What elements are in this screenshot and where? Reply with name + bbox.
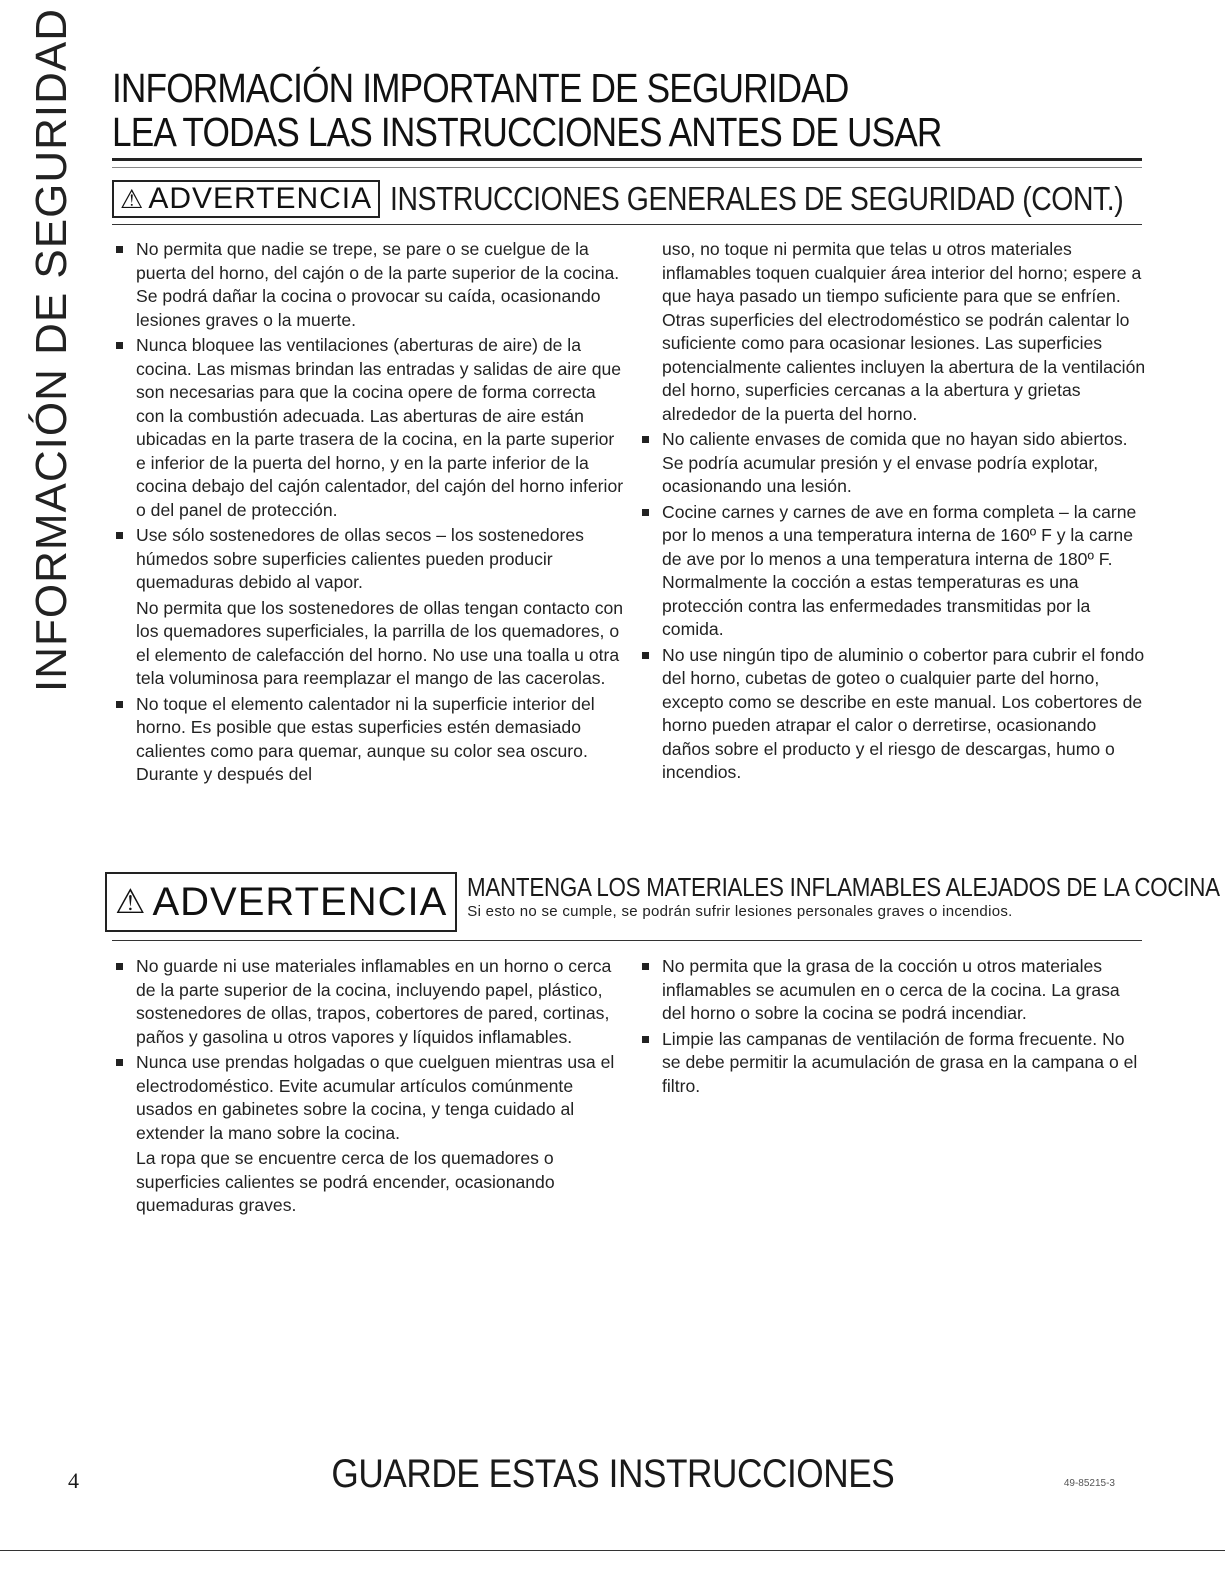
warning-label: ADVERTENCIA [152, 879, 448, 924]
document-code: 49-85215-3 [1063, 1478, 1115, 1489]
list-item: Limpie las campanas de ventilación de forma frecuente. No se debe permitir la acumulación de grasa en la campana o el filtro. [638, 1028, 1148, 1099]
warning-box [112, 180, 380, 218]
list-item: No guarde ni use materiales inflamables en un horno o cerca de la parte superior de la cocina, incluyendo papel, plástico, sostenedores de ollas, trapos, cobertores de pared, cortinas, paños y gasolina u otros vapores y líquidos inflamables. [112, 955, 624, 1049]
header-rule [112, 158, 1142, 168]
list-item: Cocine carnes y carnes de ave en forma completa – la carne por lo menos a una temperatura interna de 160º F y la carne de ave por lo menos a una temperatura interna de 180º F. Normalmente la cocción a estas temperaturas es una protección contra las enfermedades transmitidas por la comida. [638, 501, 1148, 642]
section1-rule [112, 224, 1142, 225]
section2-subtitle: Si esto no se cumple, se podrán sufrir lesiones personales graves o incendios. [467, 903, 1013, 920]
section2-left-column [112, 955, 624, 1220]
list-item: No use ningún tipo de aluminio o cobertor para cubrir el fondo del horno, cubetas de goteo o cualquier parte del horno, excepto como se describe en este manual. Los cobertores de horno pueden atrapar el calor o derretirse, ocasionando daños sobre el producto y el riesgo de descargas, humo o incendios. [638, 644, 1148, 785]
page-number: 4 [68, 1468, 79, 1493]
footer-title [0, 1452, 1225, 1497]
warning-box [105, 872, 457, 932]
list-item: No permita que nadie se trepe, se pare o se cuelgue de la puerta del horno, del cajón o de la parte superior de la cocina. Se podrá dañar la cocina o provocar su caída, ocasionando lesiones graves o la muerte. [112, 238, 624, 332]
list-item: No toque el elemento calentador ni la superficie interior del horno. Es posible que estas superficies estén demasiado calientes como para quemar, aunque su color sea oscuro. Durante y después del [112, 693, 624, 787]
list-item-continued: uso, no toque ni permita que telas u otros materiales inflamables toquen cualquier área interior del horno; espere a que haya pasado un tiempo suficiente para que se enfríen. Otras superficies del electrodoméstico se podrán calentar lo suficiente como para ocasionar lesiones. Las superficies potencialmente calientes incluyen la abertura de la ventilación del horno, superficies cercanas a la abertura y grietas alrededor de la puerta del horno. [662, 239, 1146, 424]
list-item: No caliente envases de comida que no hayan sido abiertos. Se podría acumular presión y el envase podría explotar, ocasionando una lesión. [638, 428, 1148, 499]
section1-right-column [638, 238, 1148, 787]
list-item-continued: La ropa que se encuentre cerca de los quemadores o superficies calientes se podrá encender, ocasionando quemaduras graves. [136, 1148, 555, 1215]
footer-title-text: GUARDE ESTAS INSTRUCCIONES [331, 1452, 894, 1496]
section2-rule [112, 940, 1142, 941]
header-line-1: INFORMACIÓN IMPORTANTE DE SEGURIDAD [112, 65, 849, 111]
section2-right-column [638, 955, 1148, 1100]
list-item: No permita que la grasa de la cocción u otros materiales inflamables se acumulen en o cerca de la cocina. La grasa del horno o sobre la cocina se podrá incendiar. [638, 955, 1148, 1026]
header-line-2: LEA TODAS LAS INSTRUCCIONES ANTES DE USAR [112, 109, 942, 155]
list-item-continued: No permita que los sostenedores de ollas tengan contacto con los quemadores superficiales, la parrilla de los quemadores, o el elemento de calefacción del horno. No use una toalla u otra tela voluminosa para reemplazar el mango de las cacerolas. [136, 597, 624, 688]
list-item: Use sólo sostenedores de ollas secos – los sostenedores húmedos sobre superficies calientes pueden producir quemaduras debido al vapor. [112, 524, 624, 595]
warning-triangle-icon: ⚠ [120, 183, 145, 214]
section1-heading [112, 180, 1142, 218]
warning-triangle-icon: ⚠ [115, 883, 147, 921]
section2-title: MANTENGA LOS MATERIALES INFLAMABLES ALEJADOS DE LA COCINA [467, 872, 1221, 902]
page-header [112, 66, 1142, 168]
bottom-rule [0, 1550, 1225, 1551]
side-tab-label: INFORMACIÓN DE SEGURIDAD [27, 7, 77, 693]
list-item: Nunca bloquee las ventilaciones (aberturas de aire) de la cocina. Las mismas brindan las entradas y salidas de aire que son necesarias para que la cocina opere de forma correcta con la combustión adecuada. Las aberturas de aire están ubicadas en la parte trasera de la cocina, en la parte superior e inferior de la puerta del horno, y en la parte inferior de la cocina debajo del cajón calentador, del cajón del horno inferior o del panel de protección. [112, 334, 624, 522]
section1-title: INSTRUCCIONES GENERALES DE SEGURIDAD (CONT.) [390, 180, 1124, 217]
warning-label: ADVERTENCIA [148, 182, 373, 215]
section2-heading [105, 872, 1221, 932]
list-item: Nunca use prendas holgadas o que cuelguen mientras usa el electrodoméstico. Evite acumular artículos comúnmente usados en gabinetes sobre la cocina, y tenga cuidado al extender la mano sobre la cocina. [112, 1051, 624, 1145]
section1-left-column [112, 238, 624, 789]
side-tab [22, 7, 82, 693]
